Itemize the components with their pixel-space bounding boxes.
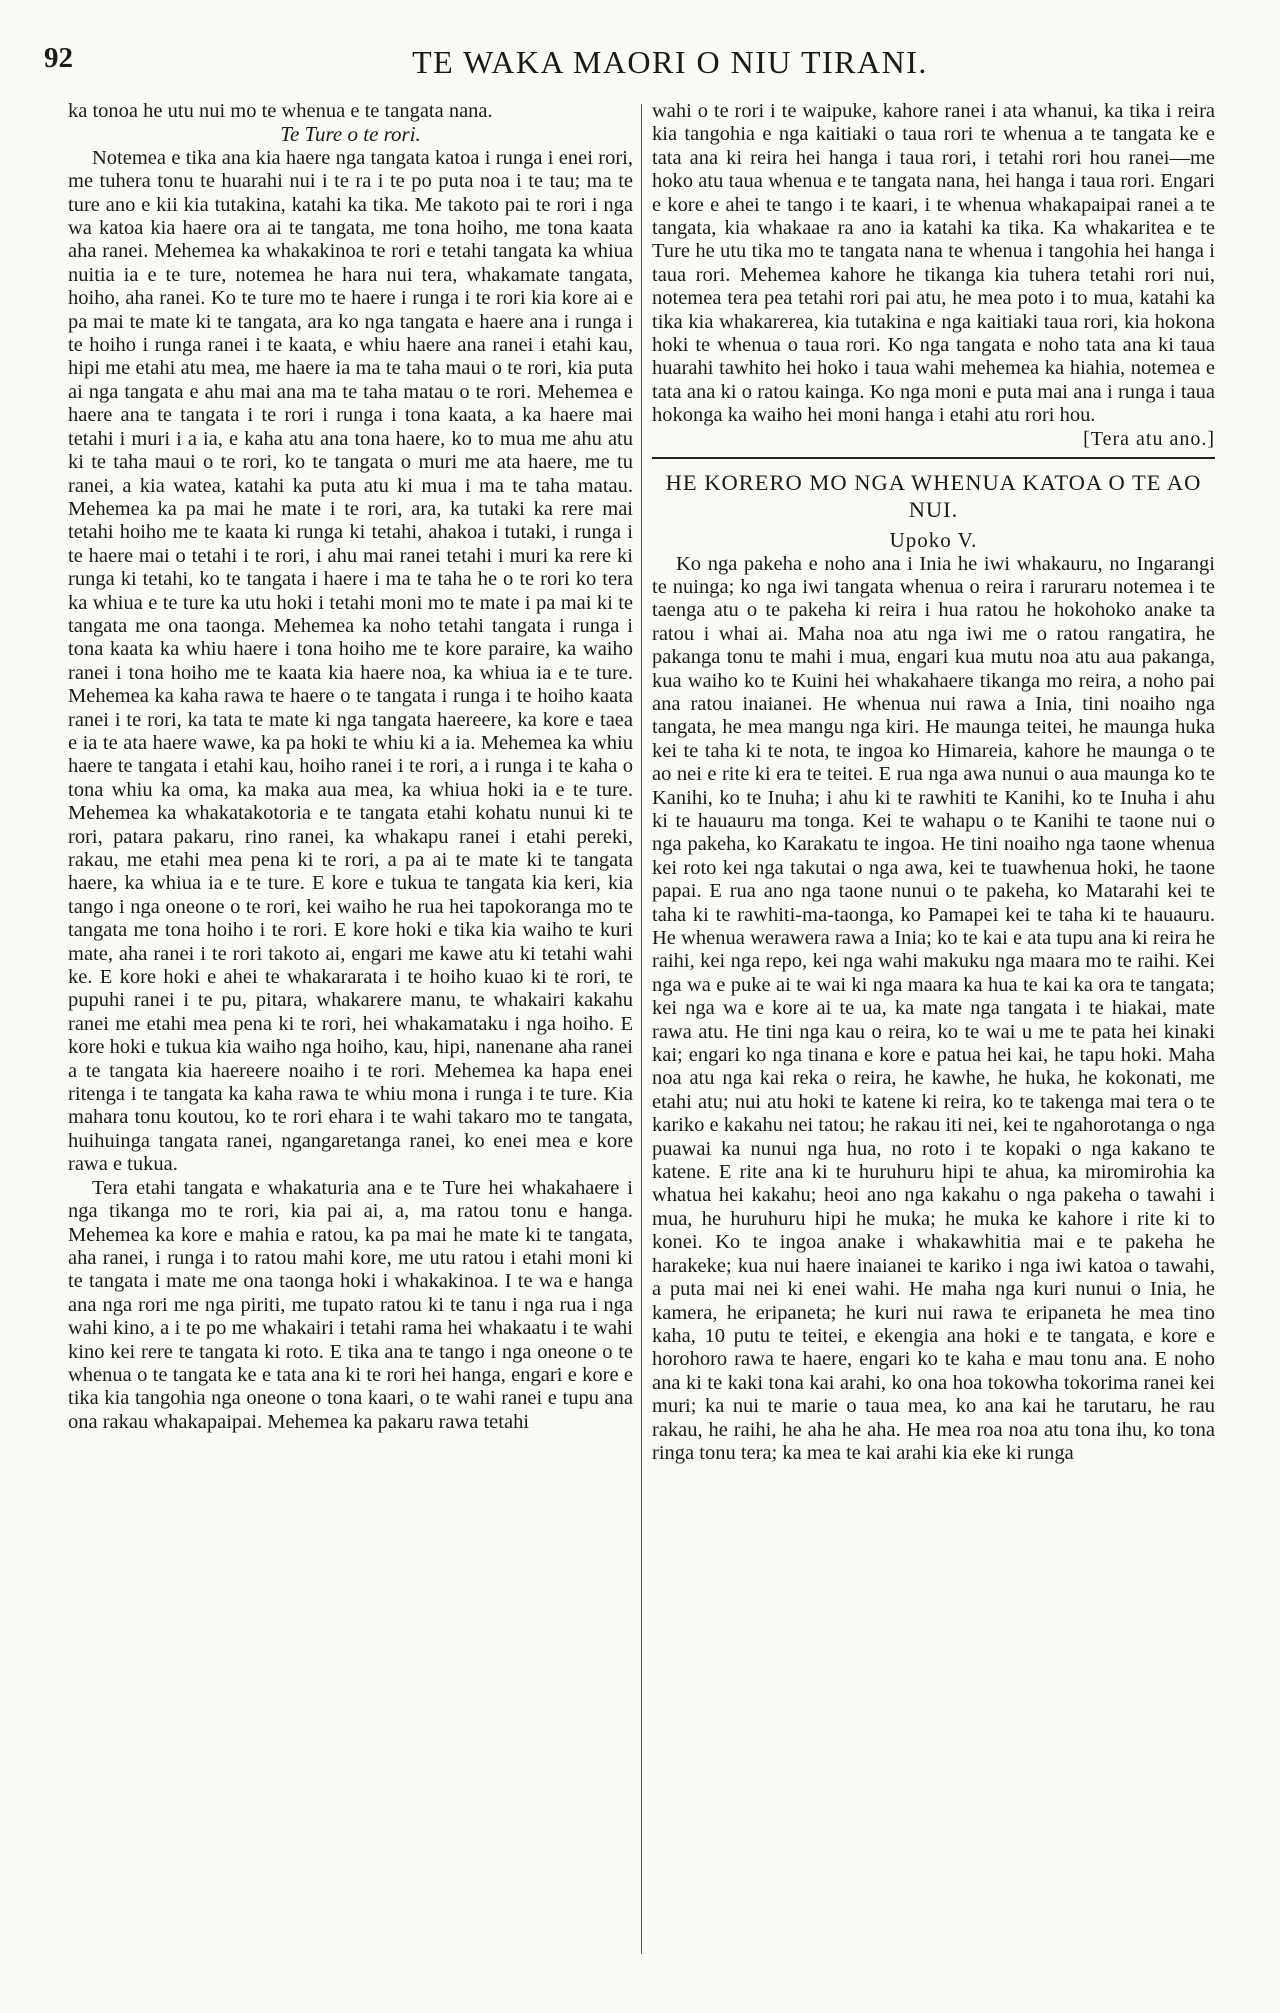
page-number: 92 (44, 42, 73, 74)
column-divider (641, 104, 642, 1954)
to-be-continued-note: [Tera atu ano.] (1083, 427, 1215, 450)
article-title: HE KORERO MO NGA WHENUA KATOA O TE AO NUI. (665, 470, 1202, 523)
paragraph: Ko nga pakeha e noho ana i Inia he iwi whakauru, no Ingarangi te nuinga; ko nga iwi tangata whenua o reira i raruraru notemea i te taenga atu o te pakeha ki reira i hua ratou he hokohoko anake ta ratou i whai ai. Maha noa atu nga iwi me o ratou rangatira, he pakanga tonu te mahi i mua, engari kua mutu noa atu aua pakanga, kua waiho ko te Kuini hei whakahaere tikanga mo reira, a noho pai ana ratou inaianei. He whenua nui rawa a Inia, tini noaiho nga tangata, he mea mangu nga kiri. He maunga teitei, he maunga huka kei te taha ki te nota, te ingoa ko Himareia, kahore he maunga o te ao nei e rite ki era te teitei. E rua nga awa nunui o aua maunga ko te Kanihi, ko te Inuha; i ahu ki te rawhiti te Kanihi, ko te Inuha i ahu ki te hauauru ma tonga. Kei te wahapu o te Kanihi te taone nui o nga pakeha, ko Karakatu te ingoa. He tini noaiho nga taone whenua kei roto kei nga takutai o nga awa, kei te tuawhenua hoki, he taone papai. E rua ano nga taone nunui o te pakeha, ko Matarahi kei te taha ki te rawhiti-ma-taonga, ko Pamapei kei te taha ki te hauauru. He whenua werawera rawa a Inia; ko te kai e ata tupu ana ki reira he raihi, kei nga repo, kei nga wahi makuku nga maara mo te raihi. Kei nga wa e puke ai te wai ki nga maara ka hua te kai ka ora te tangata; kei nga wa e kore ai te ua, ka mate nga tangata i te hiakai, mate rawa atu. He tini nga kau o reira, ko te wai u me te pata hei kinaki kai; engari ko nga tinana e kore e patua hei kai, he tapu hoki. Maha noa atu nga kai reka o reira, he kawhe, he huka, he kokonati, me etahi atu; nui atu hoki te katene ki reira, ko te takenga mai tera o te kariko e kakahu nei tatou; he rakau iti nei, kei te ngahorotanga o nga puawai ka nunui nga hua, no roto i te kopaki o nga kakano te katene. E rite ana ki te huruhuru hipi te ahua, ka miromirohia ka whatua hei kakahu; heoi ano nga kakahu o nga pakeha o tawahi i mua, he huruhuru hipi he muka; he muka ke kahore i rite ki to konei. Ko te ingoa anake i whakawhitia mai e te pakeha he harakeke; kua nui haere inaianei te kariko i nga iwi katoa o tawahi, a puta mai nei ki enei wahi. He maha nga kuri nunui o Inia, he kamera, he eripaneta; he kuri nui rawa te eripaneta he mea tino kaha, 10 putu te teitei, e ekengia ana hoki e te tangata, e kore e horohoro rawa te haere, engari ko te kaha e mau tonu ana. E noho ana ki te kaki tona kai arahi, ko ona hoa tokowha tokorima ranei kei muri; ka nui te marie o taua mea, ko ana kai he tarutaru, he rau rakau, he raihi, he aha he aha. He mea roa noa atu tona ihu, ko tona ringa tonu tera; ka mea te kai arahi kia eke ki runga (652, 552, 1215, 1464)
article-continuation: ka tonoa he utu nui mo te whenua e te tangata nana. (68, 100, 493, 122)
left-column (68, 100, 633, 1973)
paragraph: wahi o te rori i te waipuke, kahore ranei i ata whanui, ka tika i reira kia tangohia e nga kaitiaki o taua rori te whenua a te tangata ke e tata ana ki reira hei hanga i taua rori, i tetahi rori hou ranei—me hoko atu taua whenua e te tangata nana, hei hanga i taua rori. Engari e kore e ahei te tango i te kaari, i te whenua whakapaipai ranei a te tangata, kia whakaae ra ano ia katahi ka tika. Ka whakaritea e te Ture he utu tika mo te tangata nana te whenua i tangohia hei hanga i taua rori. Mehemea kahore he tikanga kia tuhera tetahi rori nui, notemea tera pea tetahi rori pai atu, he mea poto i to mua, katahi ka tika kia whakarerea, kia tutakina e nga kaitiaki taua rori, kia hokona hoki te whenua o taua rori. Ko nga tangata e noho tata ana ki taua huarahi tawhito hei hoko i taua wahi mehemea ka hiahia, notemea e tata ana ki o ratou kainga. Ko nga moni e puta mai ana i runga i taua hokonga ka waiho hei moni hanga i etahi atu rori hou. (652, 100, 1215, 427)
running-title: TE WAKA MAORI O NIU TIRANI. (412, 44, 928, 80)
section-subheading: Te Ture o te rori. (280, 122, 421, 147)
section-rule (652, 457, 1215, 459)
paragraph: Notemea e tika ana kia haere nga tangata katoa i runga i enei rori, me tuhera tonu te huarahi nui i te ra i te po puta noa i te tau; ma te ture ano e kii kia tutakina, katahi ka tika. Me takoto pai te rori i nga wa katoa kia haere ora ai te tangata, me tona hoiho, me tona kaata aha ranei. Mehemea ka whakakinoa te rori e tetahi tangata ka whiua nuitia ia e te ture, notemea he hara nui tera, whakamate tangata, hoiho, aha ranei. Ko te ture mo te haere i runga i te rori kia kore ai e pa mai te mate ki te tangata, ara ko nga tangata e haere ana i runga i te hoiho i runga ranei i te kaata, e whiu haere ana ranei i etahi kau, hipi me etahi atu mea, me haere ia ma te taha maui o te rori, kia puta ai nga tangata e ahu mai ana ma te taha matau o te rori. Mehemea e haere ana te tangata i te rori i runga i tona kaata, a ka haere mai tetahi i muri i a ia, e kaha atu ana tona haere, ko to mua me ahu atu ki te taha maui o te rori, ko te tangata o muri me ata haere, me tu ranei, a kia watea, katahi ka puta atu ki mua i ma te taha matau. Mehemea ka pa mai he mate i te rori, ara, ka tutaki ka rere mai tetahi hoiho me te kaata ki runga ki tetahi, ahakoa i tutaki, i runga i te haere mai o tetahi i te rori, i ahu mai ranei tetahi i muri ka rere ki runga ki tetahi, ko te tangata i haere i ma te taha he o te rori ko tera ka whiua e te ture ka utu hoki i tetahi moni mo te mate i pa mai ki te tangata me ona taonga. Mehemea ka noho tetahi tangata i runga i tona kaata ka whiu haere i tona hoiho me te kore paraire, ka waiho ranei i tona hoiho me te kaata kia haere noa, ka whiua ia e te ture. Mehemea ka kaha rawa te haere o te tangata i runga i te hoiho kaata ranei i te rori, ka tata te mate ki nga tangata haereere, ka kore e taea e ia te ata haere wawe, ka pa hoki te whiu ki a ia. Mehemea ka whiu haere te tangata i etahi kau, hoiho ranei i te rori, a i runga i te kaha o tona whiu ka oma, ka maka aua mea, ka whiua hoki ia e te ture. Mehemea ka whakatakotoria e te tangata etahi kohatu nunui ki te rori, patara pakaru, rino ranei, ka whakapu ranei i etahi pereki, rakau, me etahi mea pena ki te rori, a pa ai te mate ki te tangata haere, ka whiua ia e te ture. E kore e tukua te tangata kia keri, kia tango i nga oneone o te rori, kei waiho he rua hei tapokoranga mo te tangata me tona hoiho i te rori. E kore hoki e tika kia waiho te kuri mate, aha ranei i te rori takoto ai, engari me kawe atu ki tetahi wahi ke. E kore hoki e ahei te whakararata i te hoiho kuao ki te rori, te pupuhi ranei i te pu, pitara, whakarere manu, te whakairi kakahu ranei me etahi mea pena ki te rori, hei whakamataku i nga hoiho. E kore hoki e tukua kia waiho nga hoiho, kau, hipi, nanenane aha ranei a te tangata kia haereere noaiho i te rori. Mehemea ka hapa enei ritenga i te tangata ka kaha rawa te whiu mona i runga i te ture. Kia mahara tonu koutou, ko te rori ehara i te wahi takaro mo te tangata, huihuinga tangata ranei, ngangaretanga ranei, ko enei mea e kore rawa e tukua. (68, 146, 633, 1176)
paragraph: Tera etahi tangata e whakaturia ana e te Ture hei whakahaere i nga tikanga mo te rori, kia pai ai, a, ma ratou tonu e hanga. Mehemea ka kore e mahia e ratou, ka pa mai he mate ki te tangata, aha ranei, i runga i to ratou mahi kore, me utu ratou i etahi moni ki te tangata i mate me ona taonga hoki i whakakinoa. I te wa e hanga ana nga rori me nga piriti, me tupato ratou ki te tanu i nga rua i nga wahi kino, a i te po me whakairi i tetahi rama hei whakaatu i te wahi kino kei rere te tangata ki roto. E tika ana te tango i nga oneone o te whenua o te tangata ke e tata ana ki te rori hei hanga, engari e kore e tika kia tangohia nga oneone o tona kaari, o te wahi ranei e tupu ana ona rakau whakapaipai. Mehemea ka pakaru rawa tetahi (68, 1176, 633, 1433)
chapter-heading: Upoko V. (889, 528, 978, 553)
page-header (40, 42, 1240, 94)
right-column (652, 100, 1215, 1973)
